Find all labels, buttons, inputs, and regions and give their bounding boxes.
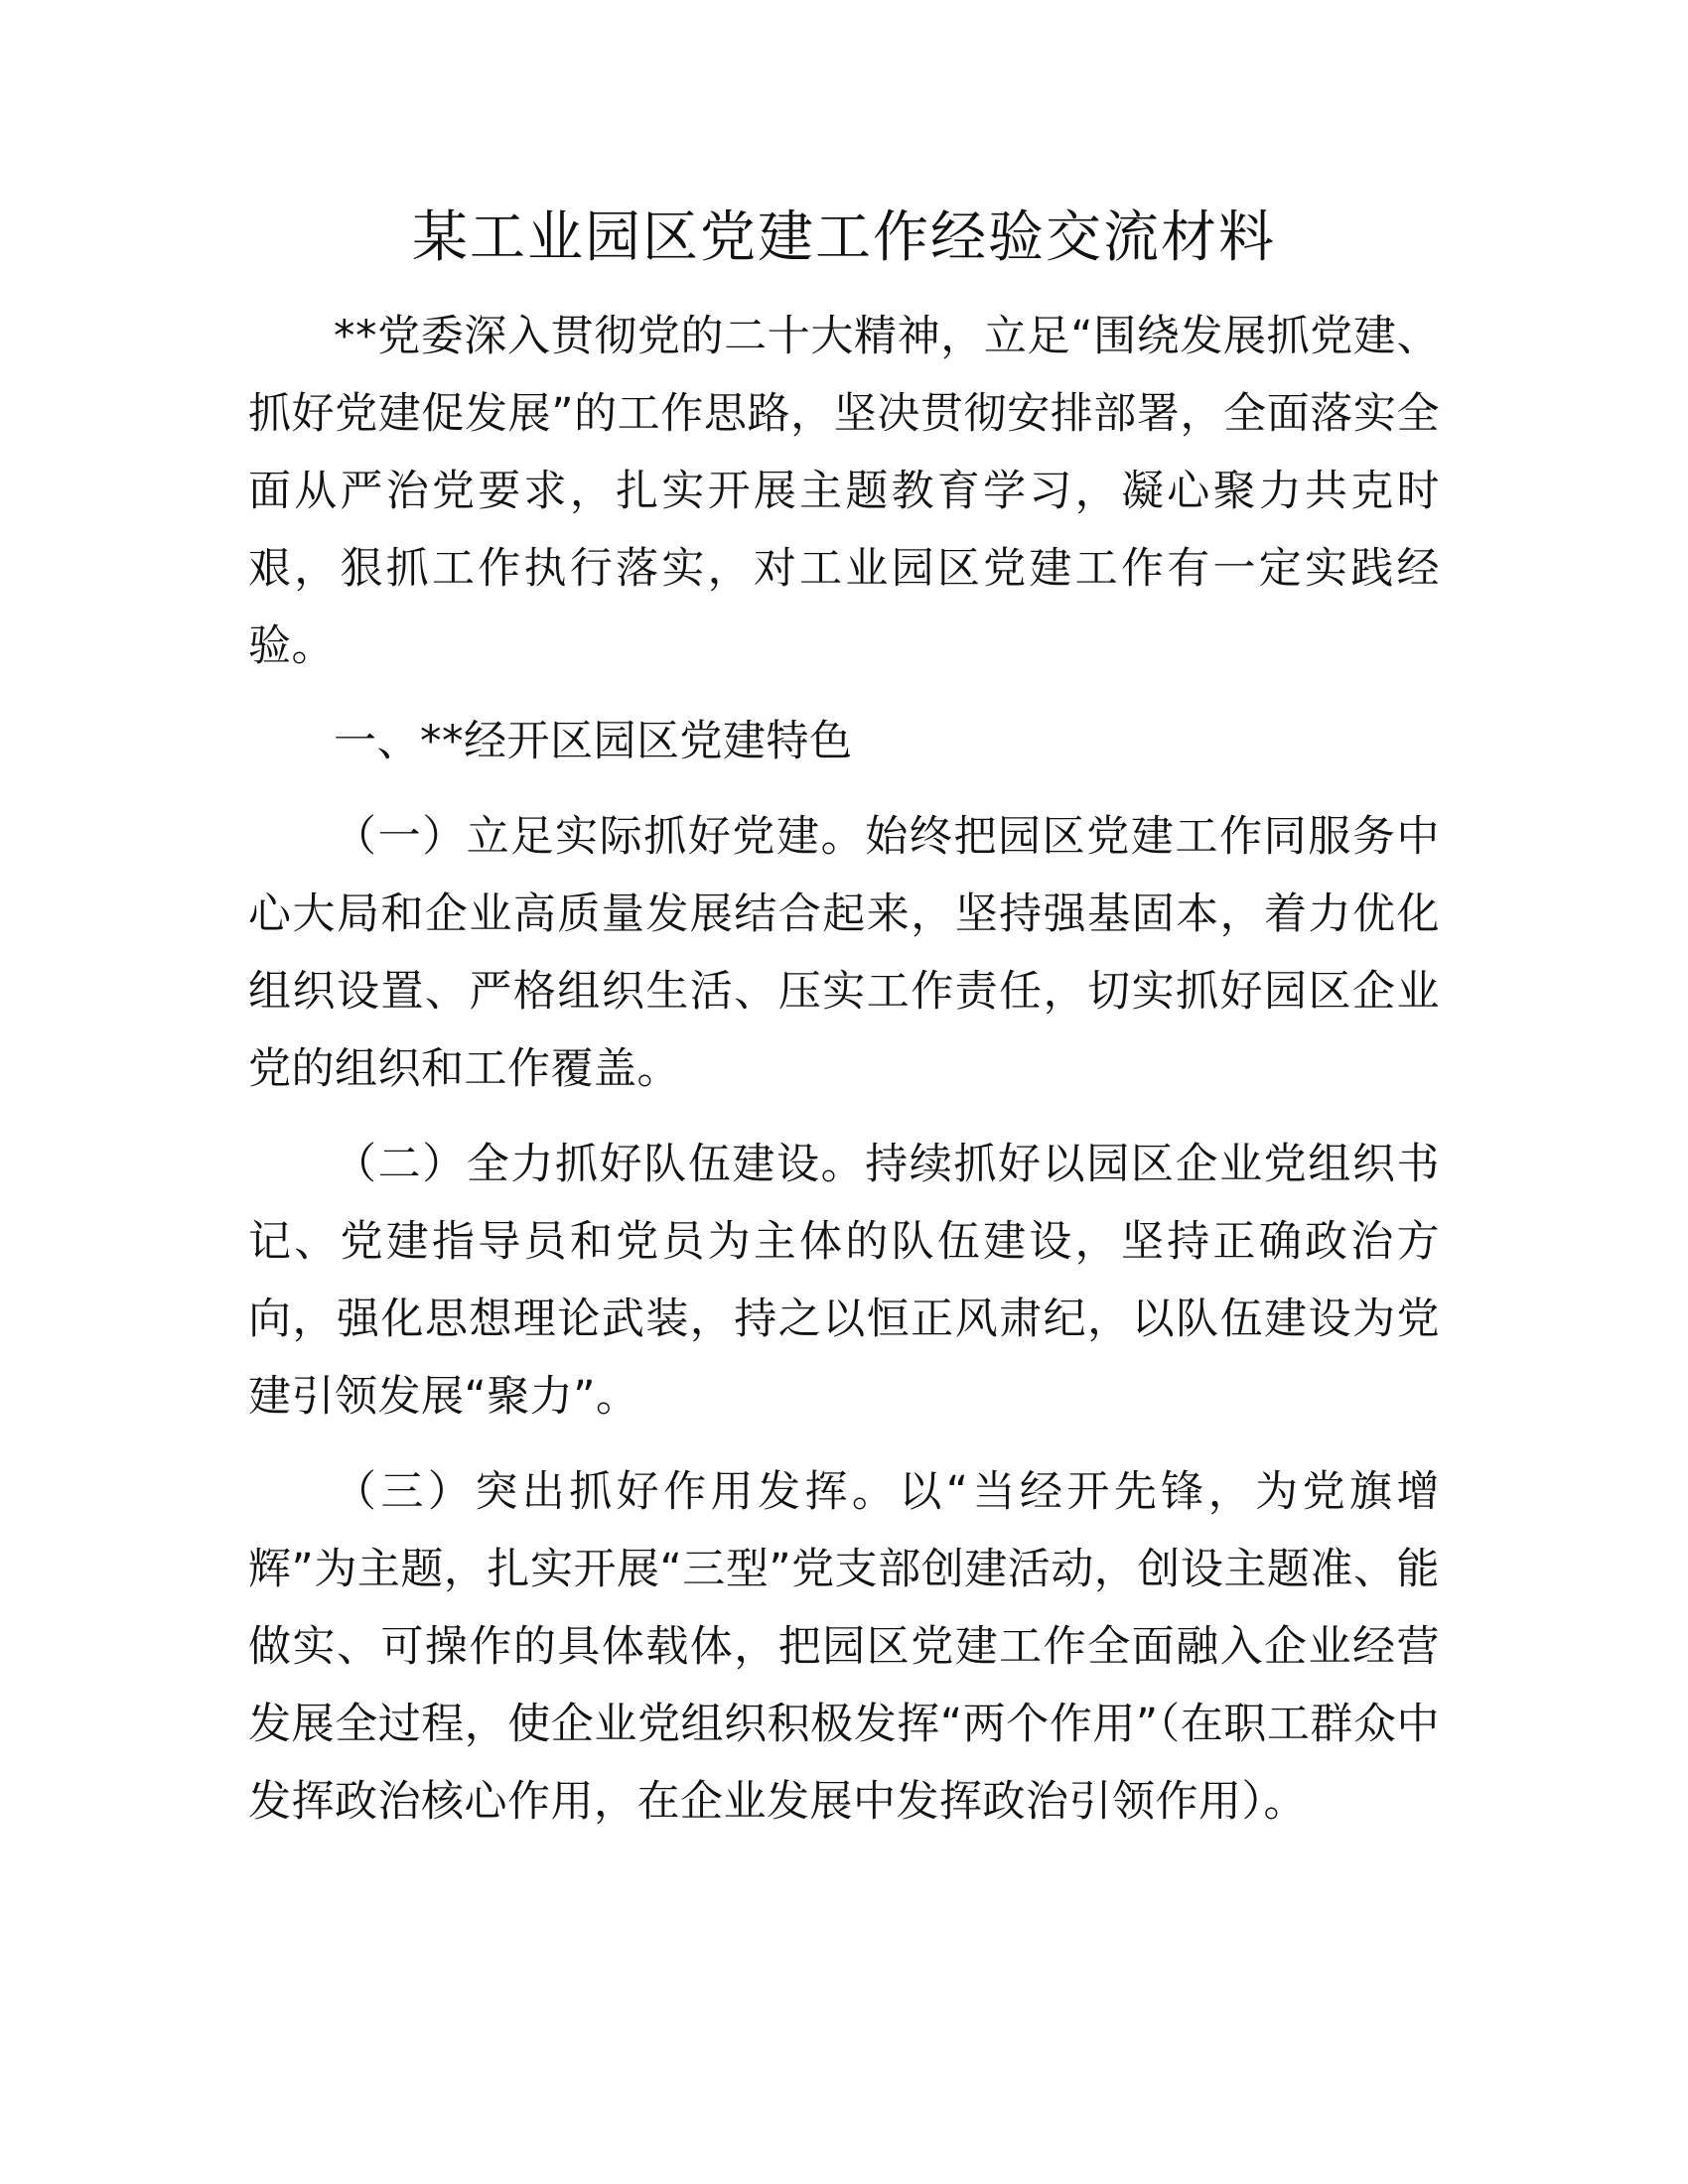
- paragraph-1: （一）立足实际抓好党建。始终把园区党建工作同服务中心大局和企业高质量发展结合起来，坚持强基固本，着力优化组织设置、严格组织生活、压实工作责任，切实抓好园区企业党的组织和工作覆盖。: [248, 812, 1440, 1094]
- paragraph-2: （二）全力抓好队伍建设。持续抓好以园区企业党组织书记、党建指导员和党员为主体的队伍建设，坚持正确政治方向，强化思想理论武装，持之以恒正风肃纪，以队伍建设为党建引领发展“聚力”。: [248, 1140, 1440, 1422]
- document-body: [248, 298, 1440, 1858]
- intro-paragraph: **党委深入贯彻党的二十大精神，立足“围绕发展抓党建、抓好党建促发展”的工作思路，坚决贯彻安排部署，全面落实全面从严治党要求，扎实开展主题教育学习，凝心聚力共克时艰，狠抓工作执行落实，对工业园区党建工作有一定实践经验。: [248, 312, 1440, 671]
- section-heading: 一、**经开区园区党建特色: [334, 717, 853, 766]
- paragraph-3: （三）突出抓好作用发挥。以“当经开先锋，为党旗增辉”为主题，扎实开展“三型”党支部创建活动，创设主题准、能做实、可操作的具体载体，把园区党建工作全面融入企业经营发展全过程，使企业党组织积极发挥“两个作用”（在职工群众中发挥政治核心作用，在企业发展中发挥政治引领作用）。: [248, 1467, 1440, 1827]
- document-title: 某工业园区党建工作经验交流材料: [412, 205, 1276, 270]
